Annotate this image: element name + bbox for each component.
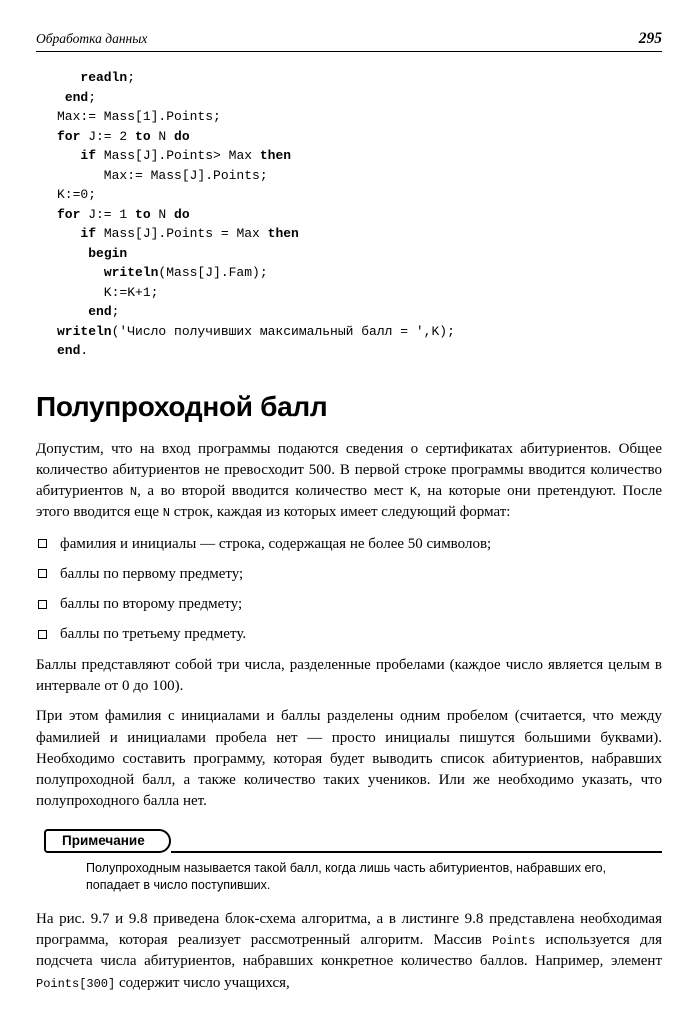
inline-code: Points [492,934,536,949]
inline-code: N [129,485,138,500]
code-line: end; [88,304,120,319]
bullet-list [38,534,662,645]
running-title: Обработка данных [36,31,148,46]
code-line: readln; [80,70,136,85]
code-line: writeln('Число получивших максимальный балл = ',K); [57,323,455,339]
code-line: if Mass[J].Points> Max then [80,148,292,163]
page-header [36,30,662,48]
section-title: Полупроходной балл [36,390,328,422]
paragraph-intro: Допустим, что на вход программы подаются сведения о сертификатах абитуриентов. Общее количество абитуриентов не превосходит 500. В первой строке программы вводится количество абитуриентов N, а во второй вводится количество мест K, на которые они претендуют. После этого вводится еще N строк, каждая из которых имеет следующий формат: [36,440,662,521]
note-label: Примечание [44,829,171,853]
square-bullet-icon [38,600,47,609]
code-line: K:=K+1; [57,284,159,300]
paragraph-scores: Баллы представляют собой три числа, разделенные пробелами (каждое число является целым в интервале от 0 до 100). [36,656,662,694]
bullet-item [38,534,662,554]
inline-code: N [162,506,170,521]
code-line: writeln(Mass[J].Fam); [103,265,268,280]
bullet-item [38,624,662,644]
code-line: Max:= Mass[1].Points; [57,109,221,124]
code-line: end. [57,343,89,358]
code-line: K:=0; [57,187,97,202]
code-line: begin [88,245,128,261]
inline-code: K [409,485,418,500]
bullet-text: баллы по первому предмету; [60,565,244,582]
page-number: 295 [638,30,662,47]
note-rule [171,851,662,853]
square-bullet-icon [38,569,47,578]
code-listing [57,68,662,361]
bullet-text: баллы по третьему предмету. [60,626,247,643]
square-bullet-icon [38,539,47,548]
code-line: end; [64,89,97,105]
inline-code: Points[300] [36,976,116,991]
bullet-text: баллы по второму предмету; [60,596,243,613]
code-line: for J:= 1 to N do [57,206,190,222]
bullet-item [38,564,662,584]
note-box [36,829,662,895]
bullet-text: фамилия и инициалы — строка, содержащая не более 50 символов; [60,535,492,552]
note-header [44,829,662,853]
code-line: Max:= Mass[J].Points; [57,167,268,183]
paragraph-outro: На рис. 9.7 и 9.8 приведена блок-схема алгоритма, а в листинге 9.8 представлена необходимая программа, которая реализует рассмотренный алгоритм. Массив Points используется для подсчета числа абитуриентов, набравших конкретное количество баллов. Например, элемент Points[300] содержит число учащихся, [36,910,662,991]
square-bullet-icon [38,630,47,639]
code-line: for J:= 2 to N do [57,128,190,144]
code-line: if Mass[J].Points = Max then [80,226,299,241]
note-text: Полупроходным называется такой балл, когда лишь часть абитуриентов, набравших его, попадает в число поступивших. [86,860,607,893]
bullet-item [38,594,662,614]
header-rule [36,51,662,52]
paragraph-task: При этом фамилия с инициалами и баллы разделены одним пробелом (считается, что между фамилией и инициалами пробела нет — просто инициалы пишутся большими буквами). Необходимо составить программу, которая будет выводить список абитуриентов, набравших полупроходной балл, а также количество таких учеников. Или же необходимо указать, что полупроходного балла нет. [36,708,662,810]
